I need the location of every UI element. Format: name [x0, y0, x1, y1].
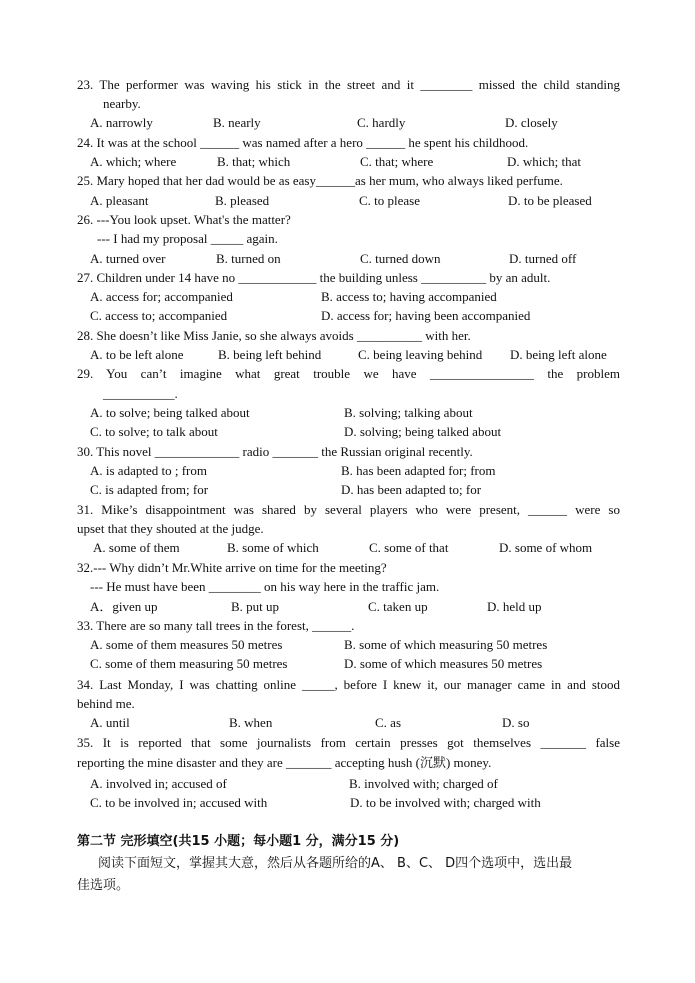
option-b: B. when: [229, 715, 273, 730]
option-b: B. some of which: [227, 540, 319, 555]
option-d: D. turned off: [509, 251, 577, 266]
option-c: C. access to; accompanied: [90, 308, 228, 323]
option-d: D. to be involved with; charged with: [350, 795, 541, 810]
question-33-stem: 33. There are so many tall trees in the forest, ______.: [77, 618, 355, 633]
option-d: D. has been adapted to; for: [341, 482, 482, 497]
option-c: C. being leaving behind: [358, 347, 483, 362]
question-34-stem: 34. Last Monday, I was chatting online _____, before I knew it, our manager came in and stood: [77, 677, 620, 692]
option-a: A. access for; accompanied: [90, 289, 233, 304]
question-23-stem-cont: nearby.: [103, 96, 141, 111]
question-28-stem: 28. She doesn’t like Miss Janie, so she always avoids __________ with her.: [77, 328, 471, 343]
option-c: C. is adapted from; for: [90, 482, 209, 497]
section-instruction-cont: 佳选项。: [77, 878, 130, 893]
question-33-options-row2: [77, 654, 620, 673]
option-d: D. some of whom: [499, 540, 593, 555]
option-a: A. is adapted to ; from: [90, 463, 207, 478]
question-30-stem: 30. This novel _____________ radio _______ the Russian original recently.: [77, 444, 473, 459]
question-25-options: [77, 191, 620, 210]
question-35-stem: 35. It is reported that some journalists from certain presses got themselves _______ false: [77, 735, 620, 750]
option-b: B. that; which: [217, 154, 291, 169]
option-c: C. some of them measuring 50 metres: [90, 656, 288, 671]
question-27-options-row2: [77, 306, 620, 325]
option-d: D. solving; being talked about: [344, 424, 502, 439]
question-32-stem: 32.--- Why didn’t Mr.White arrive on time for the meeting?: [77, 560, 387, 575]
question-27-options-row1: [77, 287, 620, 306]
question-31-stem-cont: upset that they shouted at the judge.: [77, 521, 264, 536]
question-26-options: [77, 249, 620, 268]
option-c: C. to please: [359, 193, 421, 208]
option-a: A. turned over: [90, 251, 166, 266]
option-b: B. turned on: [216, 251, 281, 266]
question-32-options: [77, 597, 620, 616]
question-29-stem-cont: ___________.: [103, 386, 178, 401]
option-b: B. solving; talking about: [344, 405, 473, 420]
question-29-stem: 29. You can’t imagine what great trouble we have ________________ the problem: [77, 366, 620, 381]
option-a: A. to be left alone: [90, 347, 184, 362]
question-34-options: [77, 713, 620, 732]
question-29-options-row1: [77, 403, 620, 422]
option-d: D. so: [502, 715, 530, 730]
question-35-stem-cont: reporting the mine disaster and they are _______ accepting hush (沉默) money.: [77, 755, 492, 770]
option-a: A. to solve; being talked about: [90, 405, 250, 420]
question-34-stem-cont: behind me.: [77, 696, 135, 711]
option-a: A. until: [90, 715, 130, 730]
option-c: C. turned down: [360, 251, 441, 266]
question-32-stem-cont: --- He must have been ________ on his way here in the traffic jam.: [90, 579, 440, 594]
option-b: B. being left behind: [218, 347, 322, 362]
option-d: D. access for; having been accompanied: [321, 308, 531, 323]
question-23-stem: 23. The performer was waving his stick in the street and it ________ missed the child standing: [77, 77, 620, 92]
option-b: B. some of which measuring 50 metres: [344, 637, 548, 652]
option-c: C. some of that: [369, 540, 449, 555]
option-c: C. taken up: [368, 599, 428, 614]
option-a: A. pleasant: [90, 193, 149, 208]
option-b: B. access to; having accompanied: [321, 289, 497, 304]
section-instruction: 阅读下面短文，掌握其大意，然后从各题所给的A、 B、C、 D四个选项中，选出最: [98, 856, 573, 871]
option-a: A. some of them: [93, 540, 180, 555]
question-30-options-row2: [77, 480, 620, 499]
option-d: D. to be pleased: [508, 193, 592, 208]
option-a: A. some of them measures 50 metres: [90, 637, 283, 652]
option-d: D. held up: [487, 599, 542, 614]
option-a: A. narrowly: [90, 115, 153, 130]
option-a: A．given up: [90, 599, 158, 614]
section-heading: 第二节 完形填空(共15 小题；每小题1 分，满分15 分): [77, 834, 400, 849]
option-d: D. closely: [505, 115, 558, 130]
question-35-options-row2: [77, 793, 620, 812]
question-23-options: [77, 113, 620, 132]
option-b: B. involved with; charged of: [349, 776, 498, 791]
question-26-stem: 26. ---You look upset. What's the matter?: [77, 212, 291, 227]
option-c: C. to be involved in; accused with: [90, 795, 268, 810]
option-d: D. some of which measures 50 metres: [344, 656, 543, 671]
option-c: C. hardly: [357, 115, 406, 130]
question-28-options: [77, 345, 620, 364]
question-35-options-row1: [77, 774, 620, 793]
option-b: B. put up: [231, 599, 280, 614]
question-24-stem: 24. It was at the school ______ was named after a hero ______ he spent his childhood.: [77, 135, 529, 150]
option-d: D. which; that: [507, 154, 582, 169]
question-31-stem: 31. Mike’s disappointment was shared by several players who were present, ______ were so: [77, 502, 620, 517]
option-b: B. pleased: [215, 193, 270, 208]
option-c: C. that; where: [360, 154, 434, 169]
question-25-stem: 25. Mary hoped that her dad would be as easy______as her mum, who always liked perfume.: [77, 173, 563, 188]
option-b: B. has been adapted for; from: [341, 463, 496, 478]
option-c: C. as: [375, 715, 401, 730]
question-33-options-row1: [77, 635, 620, 654]
question-29-options-row2: [77, 422, 620, 441]
question-24-options: [77, 152, 620, 171]
question-30-options-row1: [77, 461, 620, 480]
option-a: A. which; where: [90, 154, 177, 169]
question-31-options: [77, 538, 620, 557]
question-27-stem: 27. Children under 14 have no ____________ the building unless __________ by an adult.: [77, 270, 551, 285]
option-d: D. being left alone: [510, 347, 607, 362]
question-26-stem-cont: --- I had my proposal _____ again.: [97, 231, 278, 246]
option-c: C. to solve; to talk about: [90, 424, 218, 439]
option-b: B. nearly: [213, 115, 261, 130]
option-a: A. involved in; accused of: [90, 776, 227, 791]
